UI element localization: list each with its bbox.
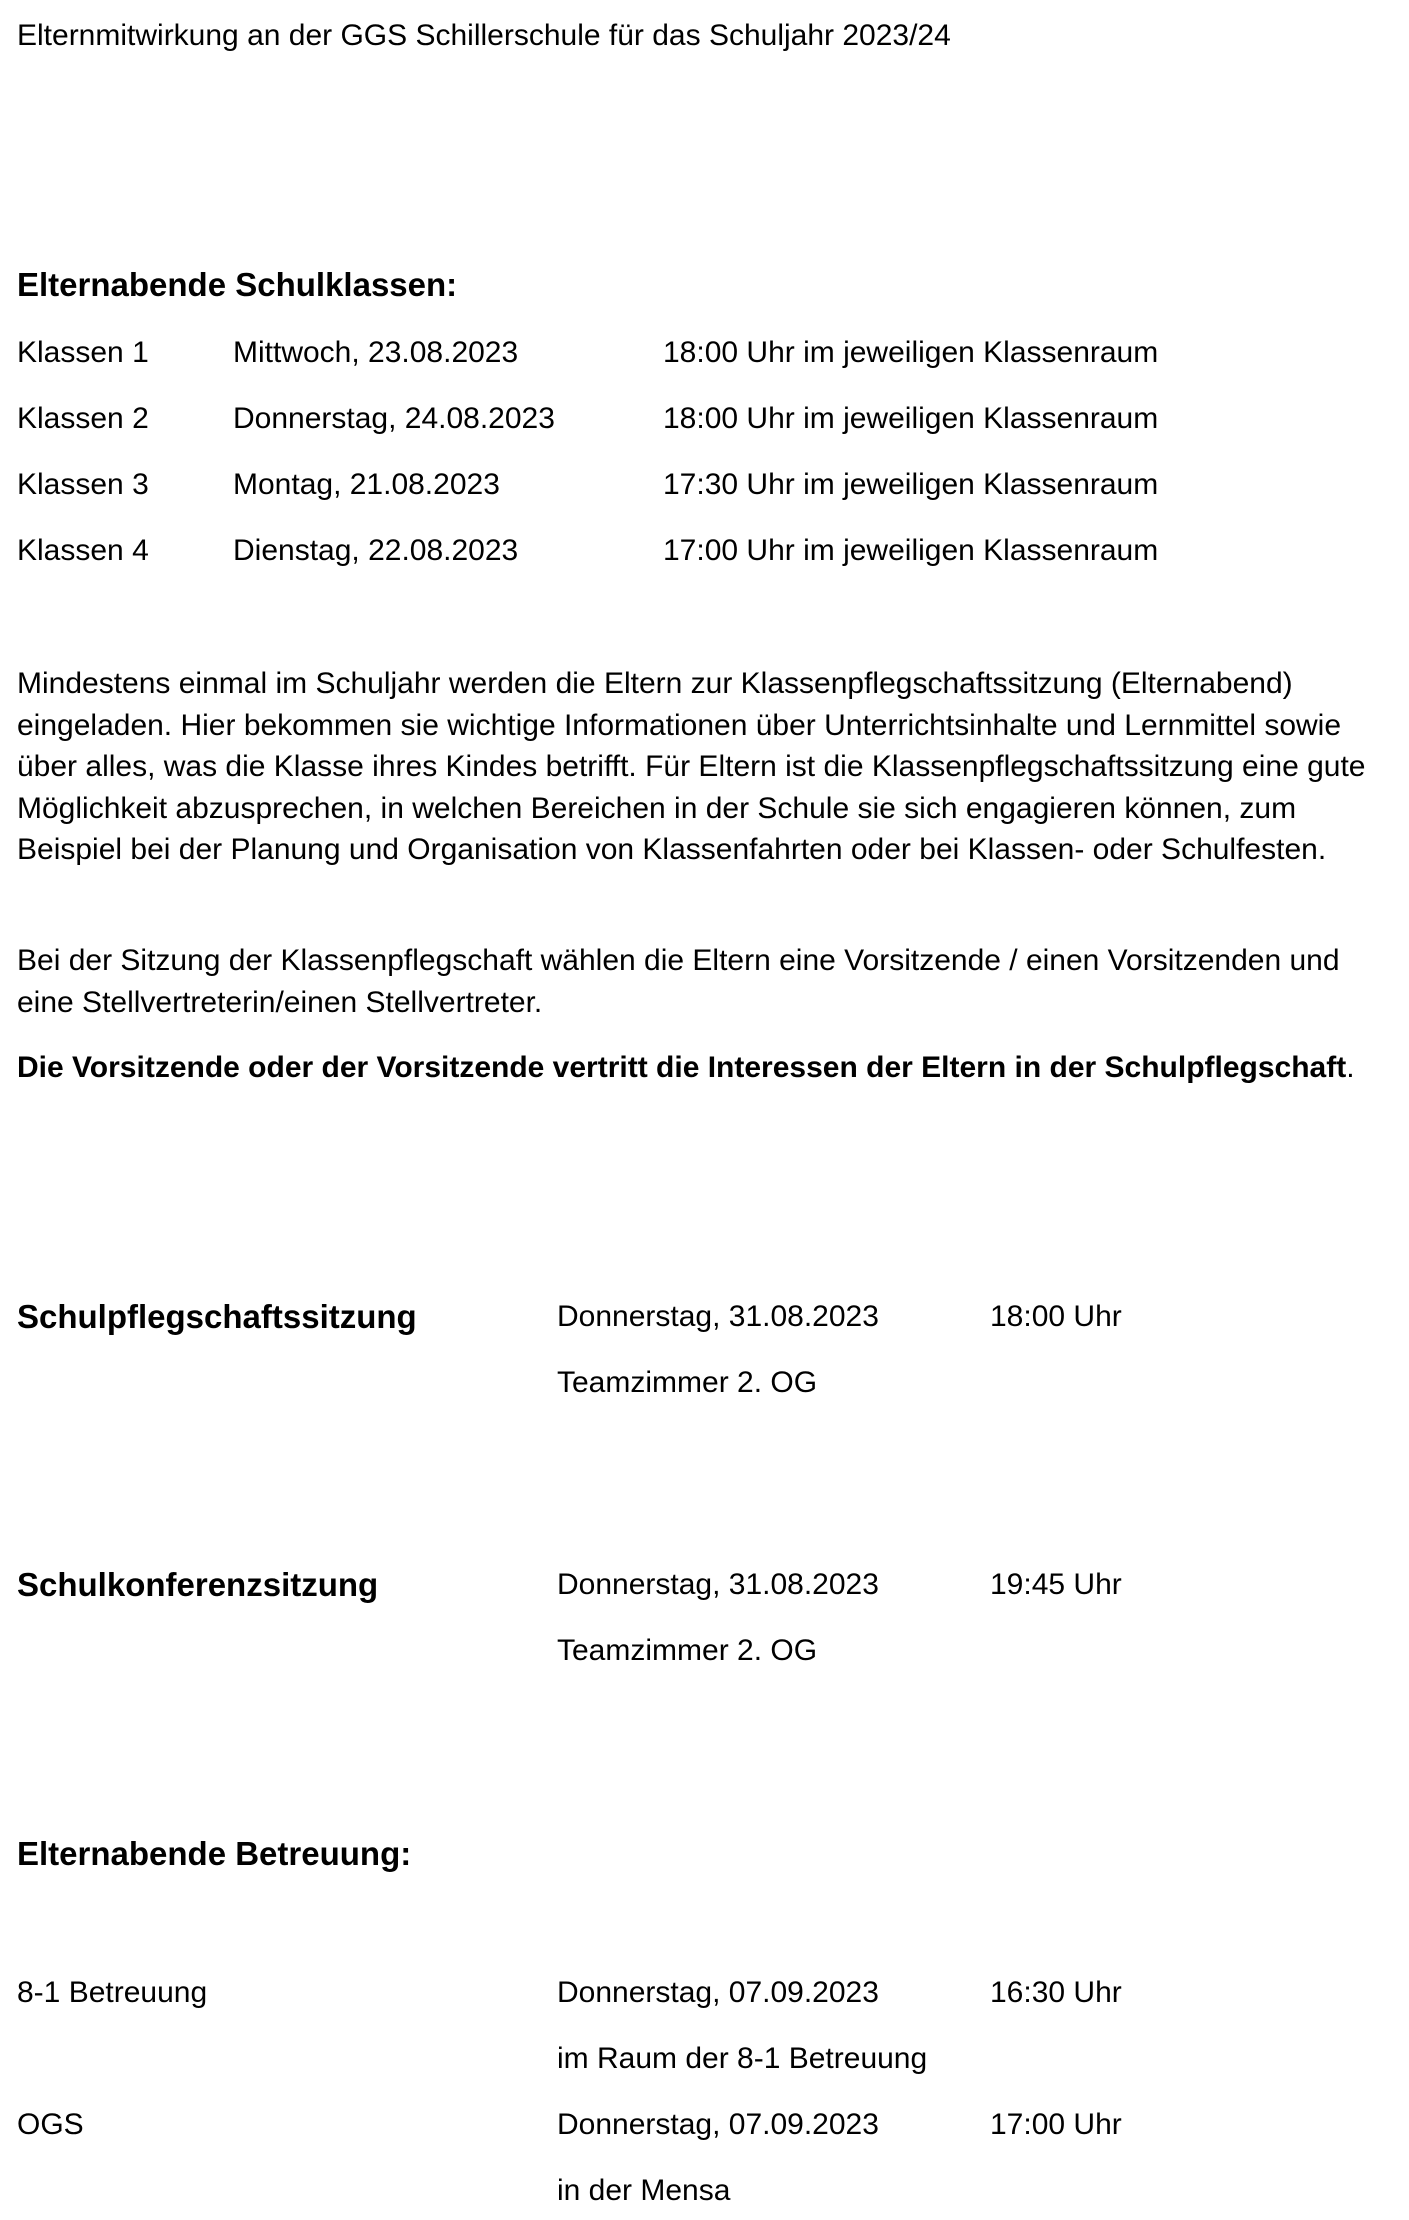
paragraph-klassenpflegschaft: Mindestens einmal im Schuljahr werden die Eltern zur Klassenpflegschaftssitzung (Elternabend) eingeladen. Hier bekommen sie wichtige Informationen über Unterrichtsinhalte und Lernmittel sowie über alles, was die Klasse ihres Kindes betrifft. Für Eltern ist die Klassenpflegschaftssitzung eine gute Möglichkeit abzusprechen, in welchen Bereichen in der Schule sie sich engagieren können, zum Beispiel bei der Planung und Organisation von Klassenfahrten oder bei Klassen- oder Schulfesten. xyxy=(17,667,1366,866)
klasse-datum: Montag, 21.08.2023 xyxy=(233,468,500,501)
schulkonferenz-datum: Donnerstag, 31.08.2023 xyxy=(557,1568,879,1601)
klasse-datum: Dienstag, 22.08.2023 xyxy=(233,534,519,567)
betreuung-zeit: 17:00 Uhr xyxy=(990,2108,1122,2141)
klasse-label: Klassen 2 xyxy=(17,402,149,435)
betreuung-datum: Donnerstag, 07.09.2023 xyxy=(557,2108,879,2141)
betreuung-name: OGS xyxy=(17,2108,84,2141)
betreuung-name: 8-1 Betreuung xyxy=(17,1976,208,2009)
schulkonferenz-ort: Teamzimmer 2. OG xyxy=(557,1634,818,1667)
klasse-zeit: 17:30 Uhr im jeweiligen Klassenraum xyxy=(663,468,1159,501)
klasse-datum: Mittwoch, 23.08.2023 xyxy=(233,336,519,369)
schulpflegschaft-title: Schulpflegschaftssitzung xyxy=(17,1298,417,1335)
schulkonferenz-zeit: 19:45 Uhr xyxy=(990,1568,1122,1601)
klasse-zeit: 18:00 Uhr im jeweiligen Klassenraum xyxy=(663,336,1159,369)
page-title: Elternmitwirkung an der GGS Schillerschule für das Schuljahr 2023/24 xyxy=(17,19,951,52)
klasse-datum: Donnerstag, 24.08.2023 xyxy=(233,402,555,435)
klasse-label: Klassen 1 xyxy=(17,336,149,369)
klasse-zeit: 17:00 Uhr im jeweiligen Klassenraum xyxy=(663,534,1159,567)
vorsitz-period: . xyxy=(1346,1051,1355,1084)
vorsitz-bold-text: Die Vorsitzende oder der Vorsitzende vertritt die Interessen der Eltern in der Schulpflegschaft xyxy=(17,1051,1347,1084)
schulpflegschaft-zeit: 18:00 Uhr xyxy=(990,1300,1122,1333)
paragraph-wahl: Bei der Sitzung der Klassenpflegschaft wählen die Eltern eine Vorsitzende / einen Vorsitzenden und eine Stellvertreterin/einen Stellvertreter. xyxy=(17,944,1340,1019)
betreuung-datum: Donnerstag, 07.09.2023 xyxy=(557,1976,879,2009)
section-heading-betreuung: Elternabende Betreuung: xyxy=(17,1835,412,1872)
schulkonferenz-title: Schulkonferenzsitzung xyxy=(17,1566,379,1603)
klasse-zeit: 18:00 Uhr im jeweiligen Klassenraum xyxy=(663,402,1159,435)
klasse-label: Klassen 3 xyxy=(17,468,149,501)
schulpflegschaft-datum: Donnerstag, 31.08.2023 xyxy=(557,1300,879,1333)
schulpflegschaft-ort: Teamzimmer 2. OG xyxy=(557,1366,818,1399)
paragraph-vorsitz xyxy=(17,1047,1402,1089)
betreuung-ort: im Raum der 8-1 Betreuung xyxy=(557,2042,928,2075)
klasse-label: Klassen 4 xyxy=(17,534,149,567)
section-heading-klassen: Elternabende Schulklassen: xyxy=(17,266,458,303)
betreuung-zeit: 16:30 Uhr xyxy=(990,1976,1122,2009)
betreuung-ort: in der Mensa xyxy=(557,2174,731,2207)
